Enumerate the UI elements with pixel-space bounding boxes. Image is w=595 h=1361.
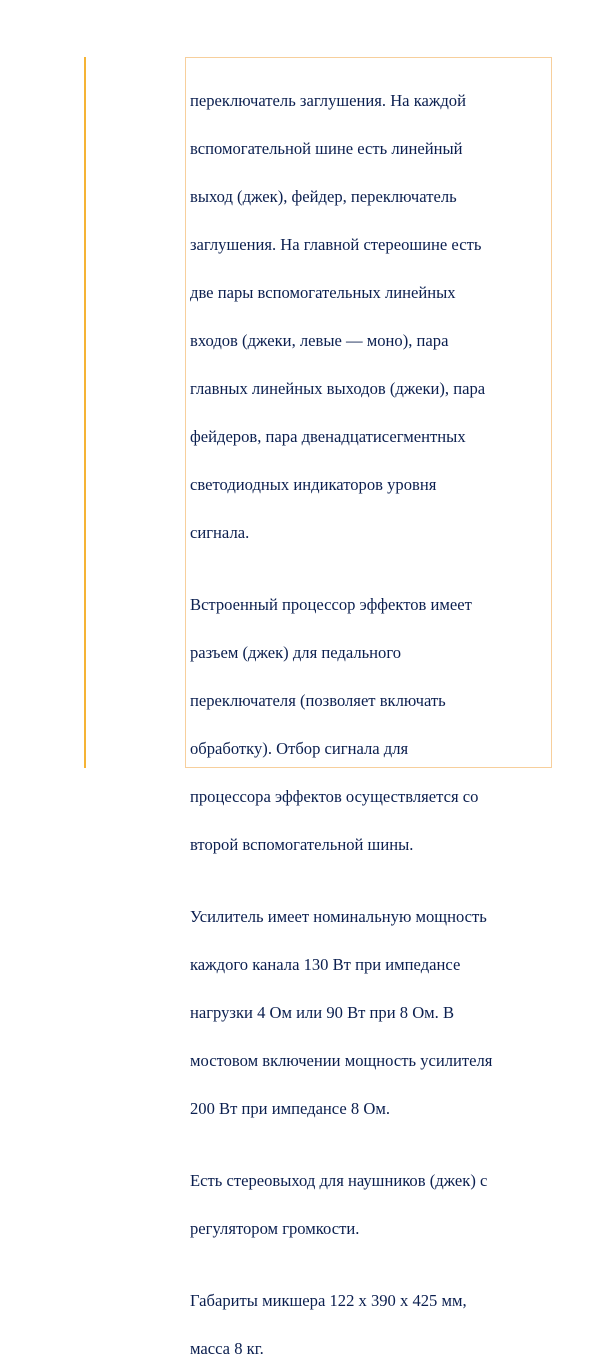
paragraph-2 [190, 569, 551, 857]
paragraph-2-line-3: переключателя (позволяет включать [190, 691, 446, 710]
paragraph-3-line-4: мостовом включении мощность усилителя [190, 1051, 493, 1070]
paragraph-3-line-1: Усилитель имеет номинальную мощность [190, 907, 487, 926]
paragraph-1-line-10: сигнала. [190, 523, 250, 542]
paragraph-3-line-5: 200 Вт при импедансе 8 Ом. [190, 1099, 390, 1118]
paragraph-3-line-2: каждого канала 130 Вт при импедансе [190, 955, 461, 974]
paragraph-1-line-8: фейдеров, пара двенадцатисегментных [190, 427, 466, 446]
paragraph-2-line-6: второй вспомогательной шины. [190, 835, 414, 854]
paragraph-1-line-4: заглушения. На главной стереошине есть [190, 235, 482, 254]
paragraph-1-line-5: две пары вспомогательных линейных [190, 283, 456, 302]
paragraph-4-line-2: регулятором громкости. [190, 1219, 360, 1238]
paragraph-5 [190, 1265, 551, 1361]
paragraph-1-line-1: переключатель заглушения. На каждой [190, 91, 466, 110]
margin-rule [84, 57, 86, 768]
paragraph-4 [190, 1145, 551, 1241]
paragraph-3-line-3: нагрузки 4 Ом или 90 Вт при 8 Ом. В [190, 1003, 455, 1022]
paragraph-5-line-2: масса 8 кг. [190, 1339, 264, 1358]
paragraph-4-line-1: Есть стереовыход для наушников (джек) с [190, 1171, 488, 1190]
paragraph-1-line-2: вспомогательной шине есть линейный [190, 139, 463, 158]
paragraph-1-line-7: главных линейных выходов (джеки), пара [190, 379, 486, 398]
paragraph-1-line-3: выход (джек), фейдер, переключатель [190, 187, 457, 206]
paragraph-2-line-4: обработку). Отбор сигнала для [190, 739, 409, 758]
paragraph-1-line-9: светодиодных индикаторов уровня [190, 475, 437, 494]
paragraph-2-line-1: Встроенный процессор эффектов имеет [190, 595, 472, 614]
paragraph-1-line-6: входов (джеки, левые — моно), пара [190, 331, 449, 350]
paragraph-2-line-2: разъем (джек) для педального [190, 643, 402, 662]
text-frame [185, 57, 552, 1358]
paragraph-3 [190, 881, 551, 1121]
paragraph-2-line-5: процессора эффектов осуществляется со [190, 787, 479, 806]
paragraph-5-line-1: Габариты микшера 122 х 390 х 425 мм, [190, 1291, 467, 1310]
paragraph-1 [190, 65, 551, 545]
